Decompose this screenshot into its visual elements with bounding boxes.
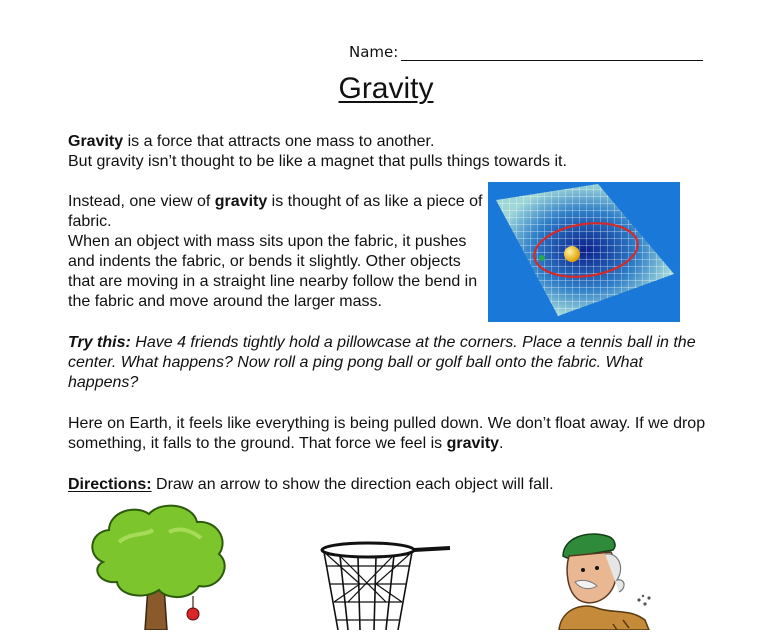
earth-bold-term: gravity — [446, 435, 500, 452]
tree-svg — [83, 502, 233, 630]
name-field-line[interactable] — [401, 60, 703, 61]
earth-text: Here on Earth, it feels like everything is being pulled down. We don’t float away. If we drop something, it falls to the ground. That force we feel is — [68, 415, 706, 452]
hoop-svg — [318, 540, 453, 630]
try-this-label: Try this: — [68, 334, 131, 351]
tree-illustration — [83, 502, 233, 630]
fabric-text-pre: Instead, one view of — [68, 193, 215, 210]
page-title: Gravity — [338, 72, 434, 105]
fabric-paragraph — [68, 192, 488, 312]
intro-paragraph — [68, 132, 708, 172]
old-man-illustration — [553, 528, 673, 630]
name-label: Name: — [349, 43, 399, 61]
fabric-illustration — [488, 182, 680, 322]
intro-line2: But gravity isn’t thought to be like a magnet that pulls things towards it. — [68, 153, 567, 170]
earth-paragraph — [68, 414, 708, 454]
fabric-bold-term: gravity — [214, 193, 268, 210]
intro-line1: is a force that attracts one mass to another. — [123, 133, 435, 150]
fabric-svg — [488, 182, 680, 322]
man-svg — [553, 528, 673, 630]
basketball-hoop-illustration — [318, 540, 453, 630]
try-this-text: Have 4 friends tightly hold a pillowcase at the corners. Place a tennis ball in the center. What happens? Now roll a ping pong ball or golf ball onto the fabric. What happens? — [68, 334, 696, 391]
earth-text-end: . — [499, 435, 504, 452]
fabric-text-post: is thought of as like a piece of fabric. — [68, 193, 483, 230]
fabric-text-rest: When an object with mass sits upon the fabric, it pushes and indents the fabric, or bends it slightly. Other objects that are moving in a straight line nearby follow the bend in the fabric and move around the larger mass. — [68, 233, 478, 310]
try-this-paragraph — [68, 333, 708, 393]
intro-bold-term: Gravity — [68, 133, 124, 150]
directions-text: Draw an arrow to show the direction each object will fall. — [151, 476, 554, 493]
directions-label: Directions: — [68, 476, 152, 493]
directions-paragraph — [68, 475, 708, 495]
